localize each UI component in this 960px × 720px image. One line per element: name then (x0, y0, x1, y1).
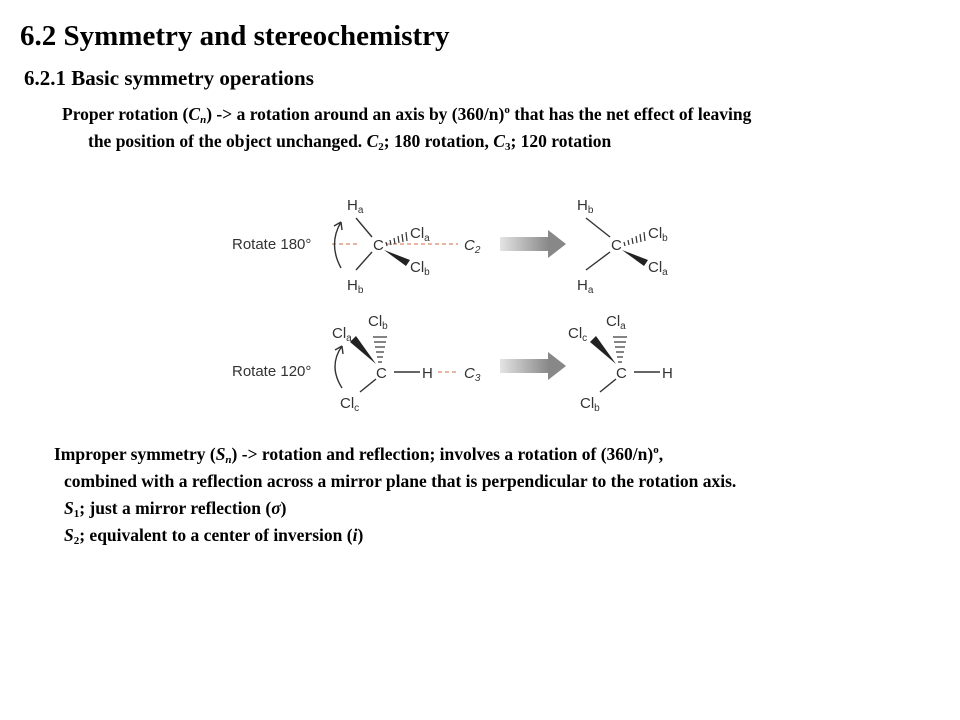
transform-arrow-2 (500, 359, 548, 373)
rotation-arrow-120 (335, 346, 342, 388)
sn-symbol: S (215, 444, 226, 464)
transform-arrow-1 (500, 237, 548, 251)
atom-cl: $Cl_c$ (568, 325, 588, 344)
improper-line-2: combined with a reflection across a mirror plane that is perpendicular to the rotation axis. (64, 471, 737, 491)
atom-h: $H_b$ (347, 277, 364, 296)
proper-line-2 (62, 128, 957, 155)
proper-text: that has the net effect of leaving (509, 104, 752, 124)
atom-cl: $Cl_b$ (648, 225, 668, 244)
atom-c: C (611, 237, 622, 254)
bond (360, 379, 376, 392)
atom-cl: $Cl_a$ (410, 225, 430, 244)
c3-symbol: C (493, 131, 505, 151)
solid-wedge (590, 336, 616, 364)
atom-h: $H_a$ (347, 197, 364, 216)
atom-cl: $Cl_b$ (410, 259, 430, 278)
proper-text: ; 120 rotation (510, 131, 612, 151)
improper-text: ) (357, 525, 364, 545)
s1-symbol: S (64, 498, 74, 518)
atom-cl: $Cl_c$ (340, 395, 360, 414)
page-title: 6.2 Symmetry and stereochemistry (20, 20, 450, 52)
improper-text: Improper symmetry ( (54, 444, 216, 464)
improper-symmetry-paragraph (54, 441, 954, 549)
degree-sup: o (653, 444, 659, 456)
improper-line-s2 (54, 522, 954, 549)
bond (586, 252, 610, 270)
improper-text: ; equivalent to a center of inversion ( (79, 525, 353, 545)
hashed-wedge (613, 337, 627, 362)
proper-text: ; 180 rotation, (383, 131, 494, 151)
atom-c: C (616, 365, 627, 382)
rotation-arrow-180 (335, 222, 342, 268)
bond (356, 218, 372, 237)
solid-wedge (384, 250, 410, 266)
atom-h: $H_b$ (577, 197, 594, 216)
proper-rotation-paragraph (62, 101, 957, 155)
degree-sup: o (504, 104, 510, 116)
improper-text: , (658, 444, 664, 464)
rotate-120-label: Rotate 120° (232, 363, 312, 380)
s2-symbol: S (64, 525, 74, 545)
inversion-symbol: i (352, 525, 358, 545)
transform-arrow-head-icon (548, 230, 566, 258)
atom-h: $H_a$ (577, 277, 594, 296)
bond (356, 252, 372, 270)
atom-h: H (662, 365, 673, 382)
hashed-wedge (624, 232, 645, 246)
atom-cl: $Cl_a$ (332, 325, 352, 344)
hashed-wedge (373, 337, 387, 362)
atom-cl: $Cl_a$ (606, 313, 626, 332)
s1-subscript: 1 (73, 508, 80, 520)
rotation-diagram (220, 186, 700, 420)
improper-text: ; just a mirror reflection ( (79, 498, 272, 518)
atom-cl: $Cl_b$ (368, 313, 388, 332)
cn-symbol: C (188, 104, 201, 124)
atom-c: C (373, 237, 384, 254)
axis-label-c2: $C_2$ (464, 237, 481, 256)
axis-label-c3: $C_3$ (464, 365, 481, 384)
c2-subscript: 2 (378, 141, 384, 153)
atom-c: C (376, 365, 387, 382)
transform-arrow-head-icon (548, 352, 566, 380)
atom-cl: $Cl_a$ (648, 259, 668, 278)
bond (600, 379, 616, 392)
s2-subscript: 2 (73, 535, 80, 547)
proper-text: ) -> a rotation around an axis by (360/n) (206, 104, 505, 124)
section-subtitle: 6.2.1 Basic symmetry operations (24, 66, 314, 90)
c3-subscript: 3 (504, 141, 511, 153)
improper-text: ) -> rotation and reflection; involves a rotation of (360/n) (231, 444, 654, 464)
c2-symbol: C (366, 131, 379, 151)
cn-subscript: n (200, 114, 207, 126)
proper-text: the position of the object unchanged. (88, 131, 367, 151)
rotation-figure (220, 186, 700, 420)
proper-text: Proper rotation ( (62, 104, 189, 124)
improper-text: ) (280, 498, 287, 518)
solid-wedge (350, 336, 376, 364)
improper-line-s1 (54, 495, 954, 522)
bond (586, 218, 610, 237)
rotate-180-label: Rotate 180° (232, 236, 312, 253)
sn-subscript: n (225, 454, 232, 466)
sigma-symbol: σ (271, 498, 281, 518)
atom-cl: $Cl_b$ (580, 395, 600, 414)
solid-wedge (622, 250, 648, 266)
atom-h: H (422, 365, 433, 382)
